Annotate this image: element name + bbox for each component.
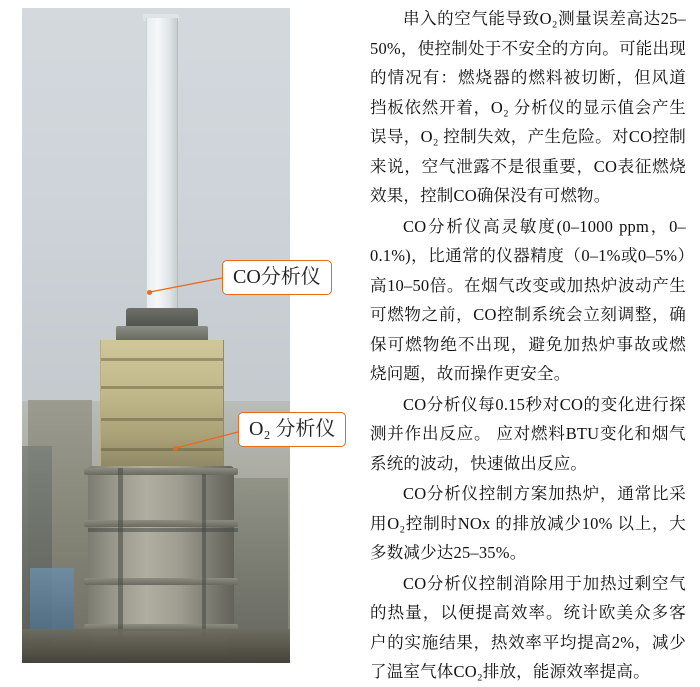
article-text-column	[370, 0, 700, 681]
o2-tap-point	[173, 446, 178, 451]
co-tap-point	[147, 290, 152, 295]
paragraph-4: CO分析仪控制方案加热炉，通常比采用O₂控制时NOx 的排放减少10% 以上，大多数减少达25–35%。	[370, 484, 686, 562]
paragraph-5: CO分析仪控制消除用于加热过剩空气的热量，以便提高效率。统计欧美众多客户的实施结果，热效率平均提高2%，减少了温室气体CO₂排放，能源效率提高。	[370, 573, 686, 681]
callout-co-analyzer: CO分析仪	[222, 260, 332, 295]
callout-o2-analyzer: O₂ 分析仪	[238, 412, 346, 447]
refinery-heater-photo	[22, 8, 290, 663]
firebox-cylinder	[88, 466, 234, 636]
pipe-horizontal-1	[88, 528, 238, 532]
pipe-vertical-1	[118, 468, 123, 636]
convection-section	[100, 340, 224, 468]
paragraph-2: CO分析仪高灵敏度(0–1000 ppm，0–0.1%)，比通常的仪器精度（0–1%或0–5%）高10–50倍。在烟气改变或加热炉波动产生可燃物之前，CO控制系统会立刻调整，确保可燃物绝不出现，避免加热炉事故或燃烧问题，故而操作更安全。	[370, 216, 686, 383]
blue-tank	[30, 568, 74, 638]
paragraph-1: 串入的空气能导致O₂测量误差高达25–50%，使控制处于不安全的方向。可能出现的情况有：燃烧器的燃料被切断，但风道挡板依然开着，O₂ 分析仪的显示值会产生误导，O₂ 控制失效，产生危险。对CO控制来说，空气泄露不是很重要，CO表征燃烧效果，控制CO确保没有可燃物。	[370, 9, 686, 205]
paragraph-3: CO分析仪每0.15秒对CO的变化进行探测并作出反应。 应对燃料BTU变化和烟气系统的波动，快速做出反应。	[370, 394, 686, 473]
exhaust-stack	[146, 18, 178, 318]
pipe-vertical-2	[202, 474, 206, 636]
foreground-ground	[22, 629, 290, 663]
